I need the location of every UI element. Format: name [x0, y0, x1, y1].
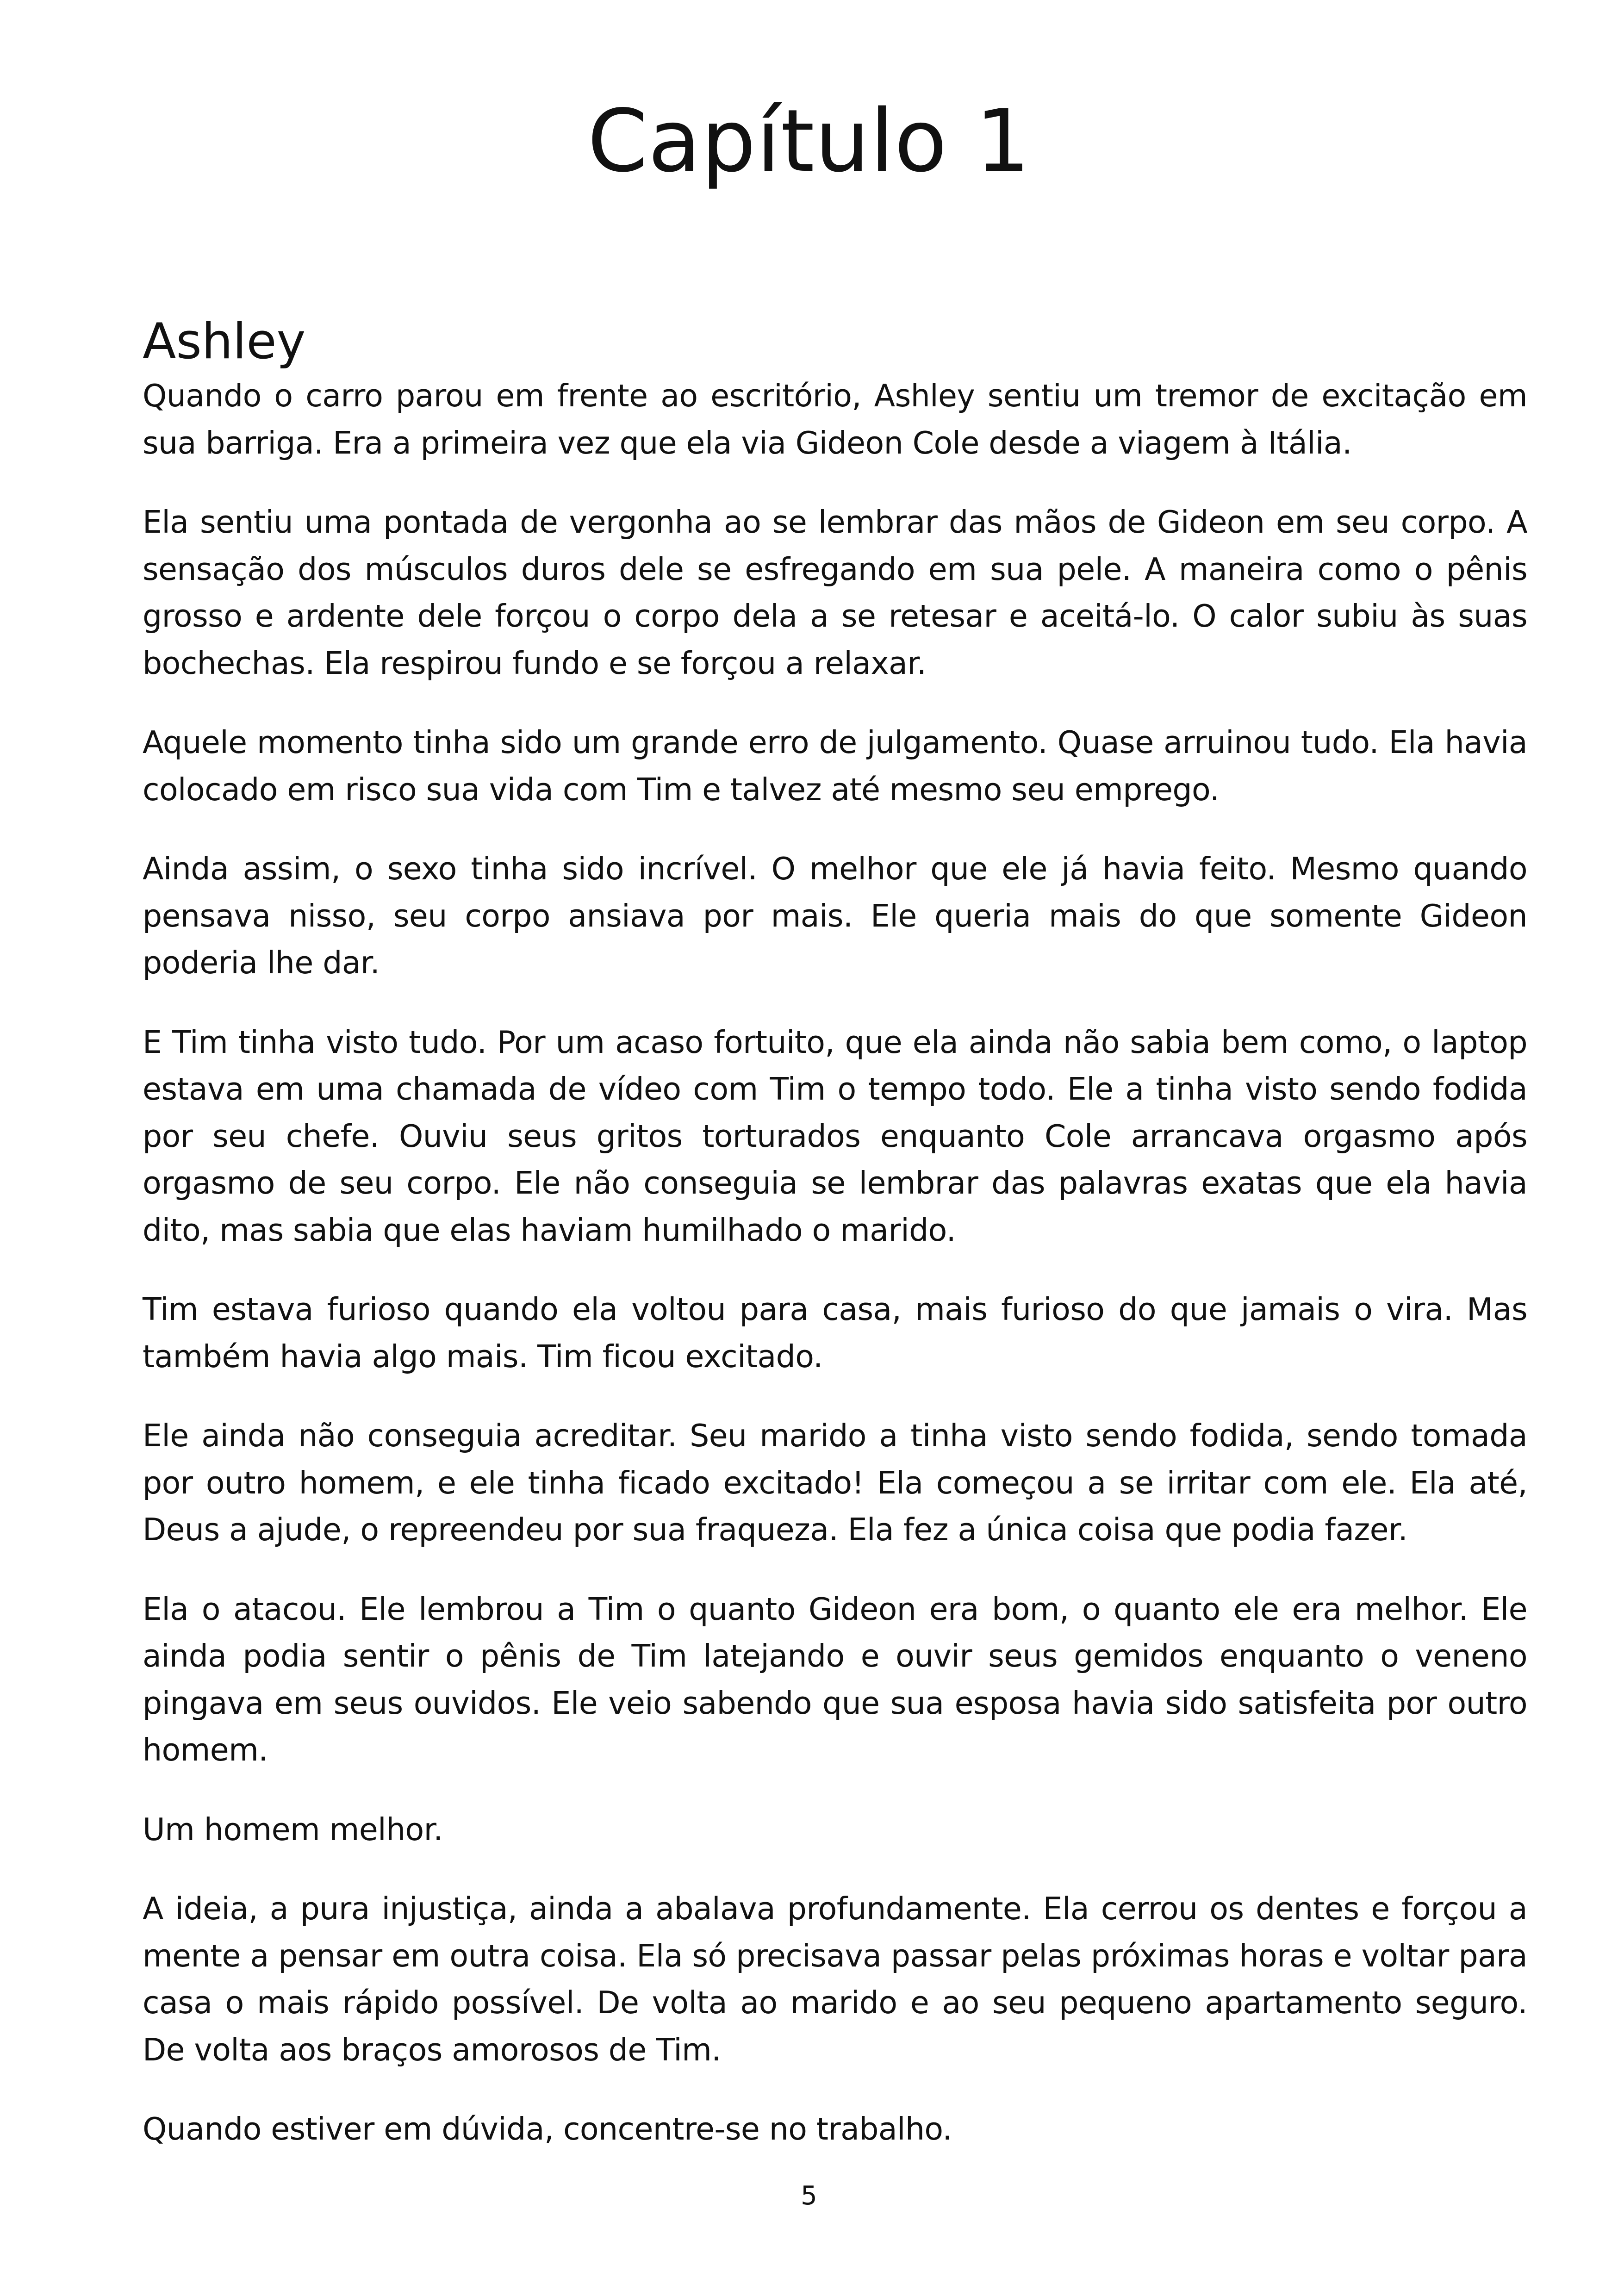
- chapter-body: [143, 310, 1527, 2153]
- paragraph: Tim estava furioso quando ela voltou para casa, mais furioso do que jamais o vira. Mas também havia algo mais. Tim ficou excitado.: [143, 1291, 1527, 1375]
- paragraph: Aquele momento tinha sido um grande erro de julgamento. Quase arruinou tudo. Ela havia colocado em risco sua vida com Tim e talvez até mesmo seu emprego.: [143, 724, 1527, 808]
- paragraph: Quando o carro parou em frente ao escritório, Ashley sentiu um tremor de excitação em sua barriga. Era a primeira vez que ela via Gideon Cole desde a viagem à Itália.: [143, 378, 1527, 461]
- chapter-title: Capítulo 1: [587, 91, 1031, 191]
- paragraph: Ele ainda não conseguia acreditar. Seu marido a tinha visto sendo fodida, sendo tomada por outro homem, e ele tinha ficado excitado! Ela começou a se irritar com ele. Ela até, Deus a ajude, o repreendeu por sua fraqueza. Ela fez a única coisa que podia fazer.: [143, 1418, 1527, 1548]
- paragraph: E Tim tinha visto tudo. Por um acaso fortuito, que ela ainda não sabia bem como, o laptop estava em uma chamada de vídeo com Tim o tempo todo. Ele a tinha visto sendo fodida por seu chefe. Ouviu seus gritos torturados enquanto Cole arrancava orgasmo após orgasmo de seu corpo. Ele não conseguia se lembrar das palavras exatas que ela havia dito, mas sabia que elas haviam humilhado o marido.: [143, 1024, 1527, 1248]
- paragraph: Ela sentiu uma pontada de vergonha ao se lembrar das mãos de Gideon em seu corpo. A sensação dos músculos duros dele se esfregando em sua pele. A maneira como o pênis grosso e ardente dele forçou o corpo dela a se retesar e aceitá-lo. O calor subiu às suas bochechas. Ela respirou fundo e se forçou a relaxar.: [143, 504, 1527, 681]
- paragraph: Um homem melhor.: [143, 1811, 443, 1848]
- paragraph: A ideia, a pura injustiça, ainda a abalava profundamente. Ela cerrou os dentes e forçou a mente a pensar em outra coisa. Ela só precisava passar pelas próximas horas e voltar para casa o mais rápido possível. De volta ao marido e ao seu pequeno apartamento seguro. De volta aos braços amorosos de Tim.: [143, 1891, 1527, 2068]
- paragraph: Quando estiver em dúvida, concentre-se no trabalho.: [143, 2111, 952, 2147]
- page-number: 5: [801, 2181, 817, 2211]
- paragraph: Ainda assim, o sexo tinha sido incrível. O melhor que ele já havia feito. Mesmo quando pensava nisso, seu corpo ansiava por mais. Ele queria mais do que somente Gideon poderia lhe dar.: [143, 851, 1527, 981]
- section-heading: Ashley: [143, 313, 306, 370]
- paragraph: Ela o atacou. Ele lembrou a Tim o quanto Gideon era bom, o quanto ele era melhor. Ele ainda podia sentir o pênis de Tim latejando e ouvir seus gemidos enquanto o veneno pingava em seus ouvidos. Ele veio sabendo que sua esposa havia sido satisfeita por outro homem.: [143, 1591, 1527, 1768]
